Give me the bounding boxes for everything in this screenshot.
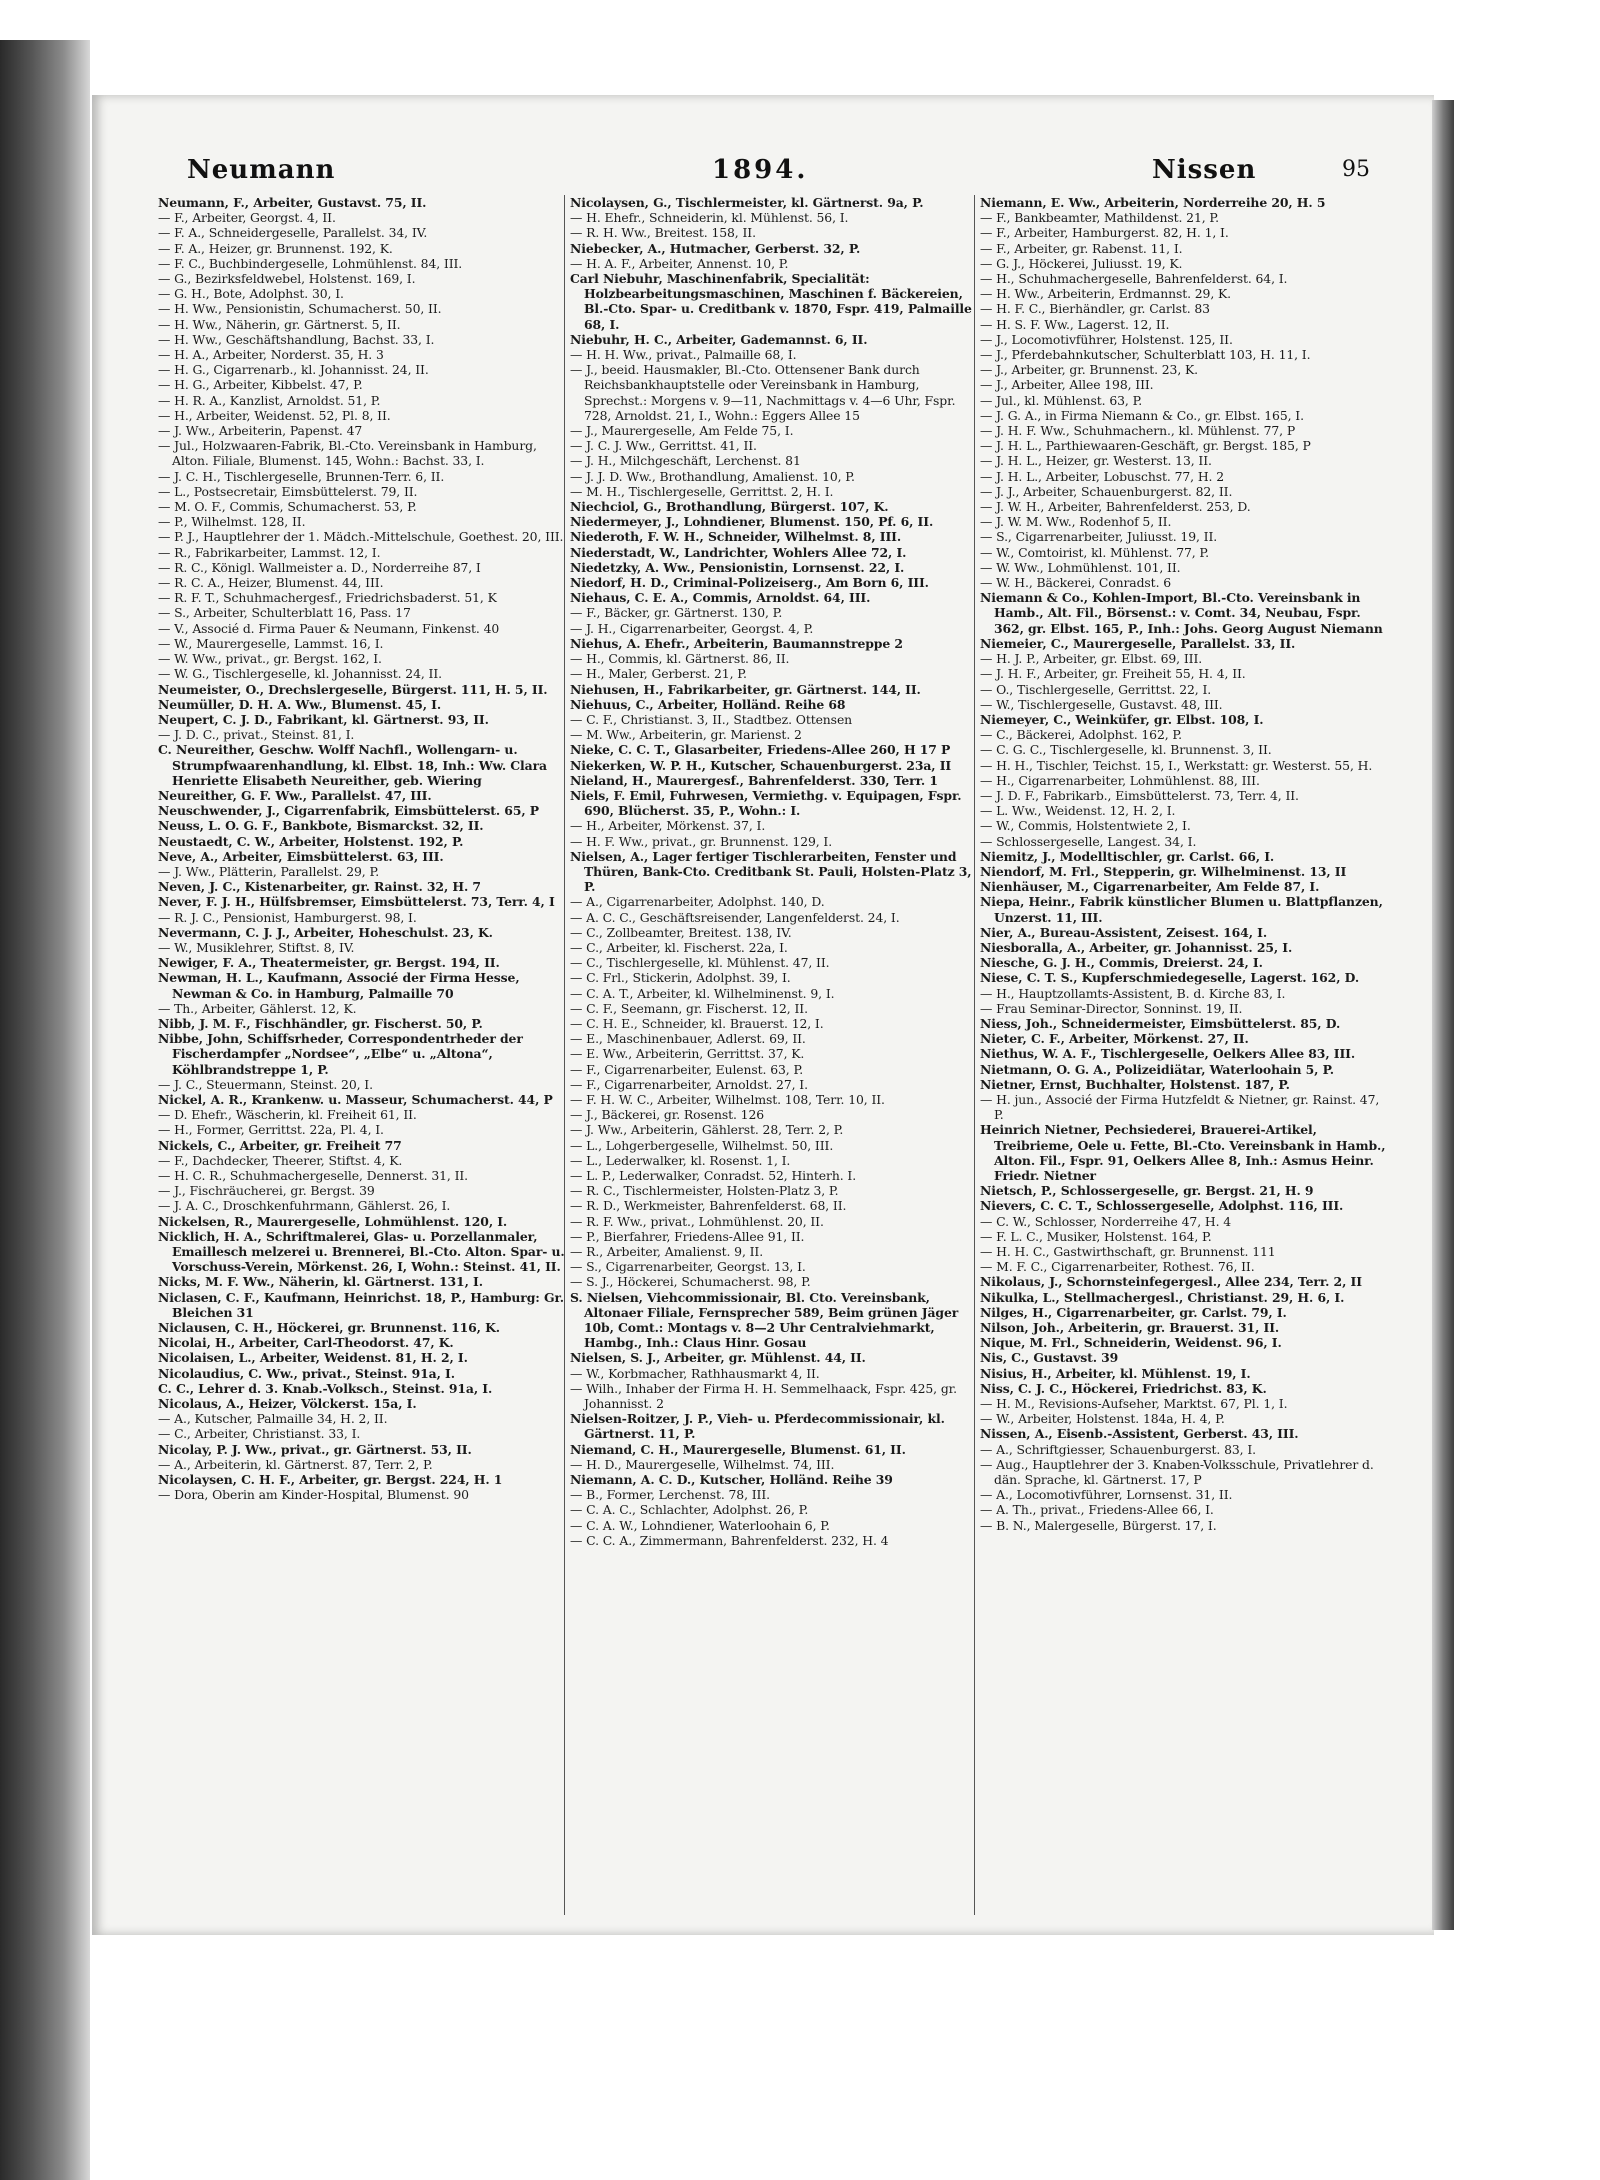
- directory-entry: Nicks, M. F. Ww., Näherin, kl. Gärtnerst. 131, I.: [158, 1274, 483, 1290]
- directory-entry: — P. J., Hauptlehrer der 1. Mädch.-Mittelschule, Goethest. 20, III.: [158, 529, 564, 545]
- directory-entry: — G. H., Bote, Adolphst. 30, I.: [158, 286, 344, 302]
- directory-entry: — H. D., Maurergeselle, Wilhelmst. 74, III.: [570, 1456, 835, 1472]
- directory-entry: — M. O. F., Commis, Schumacherst. 53, P.: [158, 499, 417, 515]
- directory-entry: Nibb, J. M. F., Fischhändler, gr. Fischerst. 50, P.: [158, 1015, 483, 1031]
- directory-entry: — H., Maler, Gerberst. 21, P.: [570, 666, 747, 682]
- directory-entry: — R. H. Ww., Breitest. 158, II.: [570, 225, 756, 241]
- directory-entry: — H., Former, Gerrittst. 22a, Pl. 4, I.: [158, 1122, 384, 1138]
- directory-entry: Niedorf, H. D., Criminal-Polizeiserg., Am Born 6, III.: [570, 575, 929, 591]
- directory-entry: — J. W. M. Ww., Rodenhof 5, II.: [980, 514, 1172, 530]
- directory-entry: — H. F. C., Bierhändler, gr. Carlst. 83: [980, 301, 1210, 317]
- directory-entry: — F., Arbeiter, gr. Rabenst. 11, I.: [980, 240, 1183, 256]
- directory-entry: — M. H., Tischlergeselle, Gerrittst. 2, H. I.: [570, 483, 834, 499]
- directory-entry: — G. J., Höckerei, Juliusst. 19, K.: [980, 255, 1183, 271]
- directory-entry: — J. D. F., Fabrikarb., Eimsbüttelerst. 73, Terr. 4, II.: [980, 787, 1299, 803]
- directory-entry: Niemann, A. C. D., Kutscher, Holländ. Reihe 39: [570, 1472, 893, 1488]
- directory-entry: — A., Cigarrenarbeiter, Adolphst. 140, D.: [570, 894, 825, 910]
- directory-entry: Newman, H. L., Kaufmann, Associé der Firma Hesse, Newman & Co. in Hamburg, Palmaille 70: [158, 970, 520, 1001]
- directory-entry: — F., Arbeiter, Georgst. 4, II.: [158, 210, 336, 226]
- directory-entry: Nietmann, O. G. A., Polizeidiätar, Waterloohain 5, P.: [980, 1061, 1334, 1077]
- directory-entry: — J. C. H., Tischlergeselle, Brunnen-Terr. 6, II.: [158, 468, 445, 484]
- directory-entry: — J. W. H., Arbeiter, Bahrenfelderst. 253, D.: [980, 499, 1251, 515]
- directory-entry: — C. A. W., Lohndiener, Waterloohain 6, P.: [570, 1517, 830, 1533]
- directory-entry: Nieland, H., Maurergesf., Bahrenfelderst. 330, Terr. 1: [570, 772, 938, 788]
- directory-entry: — O., Tischlergeselle, Gerrittst. 22, I.: [980, 681, 1212, 697]
- directory-entry: Niess, Joh., Schneidermeister, Eimsbüttelerst. 85, D.: [980, 1015, 1341, 1031]
- directory-entry: — C. G. C., Tischlergeselle, kl. Brunnenst. 3, II.: [980, 742, 1272, 758]
- directory-entry: — J., Arbeiter, gr. Brunnenst. 23, K.: [980, 362, 1199, 378]
- directory-entry: Neumeister, O., Drechslergeselle, Bürgerst. 111, H. 5, II.: [158, 681, 548, 697]
- directory-entry: — C. A. C., Schlachter, Adolphst. 26, P.: [570, 1502, 809, 1518]
- directory-entry: — H. Ww., Pensionistin, Schumacherst. 50, II.: [158, 301, 442, 317]
- directory-entry: Nier, A., Bureau-Assistent, Zeisest. 164, I.: [980, 924, 1268, 940]
- directory-entry: Neustaedt, C. W., Arbeiter, Holstenst. 192, P.: [158, 833, 464, 849]
- directory-entry: — J. D. C., privat., Steinst. 81, I.: [158, 727, 355, 743]
- directory-entry: — H. C. R., Schuhmachergeselle, Dennerst. 31, II.: [158, 1168, 469, 1183]
- directory-entry: — W., Korbmacher, Rathhausmarkt 4, II.: [570, 1365, 820, 1381]
- directory-entry: — C. H. E., Schneider, kl. Brauerst. 12, I.: [570, 1015, 824, 1031]
- running-head-left: Neumann: [187, 155, 336, 185]
- scan-page-edge: [1432, 100, 1454, 1930]
- directory-entry: Niehuus, C., Arbeiter, Holländ. Reihe 68: [570, 696, 846, 712]
- directory-entry: — J., Locomotivführer, Holstenst. 125, II.: [980, 331, 1233, 347]
- directory-entry: Nickelsen, R., Maurergeselle, Lohmühlenst. 120, I.: [158, 1213, 508, 1229]
- directory-entry: Nieke, C. C. T., Glasarbeiter, Friedens-Allee 260, H 17 P: [570, 742, 951, 758]
- directory-entry: — E. Ww., Arbeiterin, Gerrittst. 37, K.: [570, 1046, 805, 1062]
- directory-entry: Carl Niebuhr, Maschinenfabrik, Specialität: Holzbearbeitungsmaschinen, Maschinen f. Bäckereien, Bl.-Cto. Spar- u. Creditbank v. 1870, Fspr. 419, Palmaille 68, I.: [570, 271, 972, 332]
- directory-entry: — C. W., Schlosser, Norderreihe 47, H. 4: [980, 1213, 1232, 1229]
- directory-entry: — H., Arbeiter, Mörkenst. 37, I.: [570, 818, 766, 834]
- directory-entry: Niesboralla, A., Arbeiter, gr. Johannisst. 25, I.: [980, 939, 1293, 955]
- directory-entry: S. Nielsen, Viehcommissionair, Bl. Cto. Vereinsbank, Altonaer Filiale, Fernsprecher 589, Beim grünen Jäger 10b, Comt.: Montags v. 8—2 Uhr Centralviehmarkt, Hambg., Inh.: Claus Hinr. Gosau: [570, 1289, 959, 1351]
- directory-entry: — J., Fischräucherei, gr. Bergst. 39: [158, 1183, 375, 1199]
- directory-entry: — F., Bankbeamter, Mathildenst. 21, P.: [980, 210, 1219, 226]
- directory-entry: — H. Ww., Geschäftshandlung, Bachst. 33, I.: [158, 331, 435, 347]
- directory-entry: — H. H., Tischler, Teichst. 15, I., Werkstatt: gr. Westerst. 55, H.: [980, 757, 1373, 773]
- directory-entry: Nicolaisen, L., Arbeiter, Weidenst. 81, H. 2, I.: [158, 1350, 468, 1366]
- directory-entry: — J. J. D. Ww., Brothandlung, Amalienst. 10, P.: [570, 468, 855, 484]
- directory-entry: — R. C., Königl. Wallmeister a. D., Norderreihe 87, I: [158, 559, 481, 575]
- directory-entry: — Schlossergeselle, Langest. 34, I.: [980, 833, 1197, 849]
- directory-entry: Neuss, L. O. G. F., Bankbote, Bismarckst. 32, II.: [158, 818, 484, 834]
- directory-entry: — J. H. L., Heizer, gr. Westerst. 13, II.: [980, 453, 1212, 469]
- directory-entry: Niels, F. Emil, Fuhrwesen, Vermiethg. v. Equipagen, Fspr. 690, Blücherst. 35, P., Wohn.: I.: [570, 787, 962, 819]
- directory-entry: Neuschwender, J., Cigarrenfabrik, Eimsbüttelerst. 65, P: [158, 803, 539, 819]
- directory-entry: — J., Pferdebahnkutscher, Schulterblatt 103, H. 11, I.: [980, 347, 1311, 363]
- directory-entry: Nevermann, C. J. J., Arbeiter, Hoheschulst. 23, K.: [158, 924, 493, 940]
- directory-entry: — Dora, Oberin am Kinder-Hospital, Blumenst. 90: [158, 1487, 469, 1503]
- directory-entry: — A., Locomotivführer, Lornsenst. 31, II.: [980, 1487, 1233, 1503]
- directory-entry: — R. C., Tischlermeister, Holsten-Platz 3, P.: [570, 1183, 839, 1199]
- directory-entry: — C., Bäckerei, Adolphst. 162, P.: [980, 727, 1182, 743]
- directory-entry: — Th., Arbeiter, Gählerst. 12, K.: [158, 1000, 357, 1016]
- directory-entry: — Jul., kl. Mühlenst. 63, P.: [980, 392, 1143, 408]
- directory-entry: — J. C. J. Ww., Gerrittst. 41, II.: [570, 438, 757, 454]
- directory-entry: — R. D., Werkmeister, Bahrenfelderst. 68, II.: [570, 1198, 847, 1214]
- directory-entry: Niemeier, C., Maurergeselle, Parallelst. 33, II.: [980, 635, 1296, 651]
- directory-entry: — H. A., Arbeiter, Norderst. 35, H. 3: [158, 347, 384, 363]
- page-number: 95: [1342, 157, 1370, 182]
- directory-entry: Niebuhr, H. C., Arbeiter, Gademannst. 6, II.: [570, 331, 868, 347]
- directory-entry: Nis, C., Gustavst. 39: [980, 1350, 1119, 1366]
- directory-entry: — Frau Seminar-Director, Sonninst. 19, II.: [980, 1000, 1243, 1016]
- directory-entry: — W., Comtoirist, kl. Mühlenst. 77, P.: [980, 544, 1209, 560]
- directory-entry: — A. Th., privat., Friedens-Allee 66, I.: [980, 1502, 1214, 1518]
- directory-entry: — W., Tischlergeselle, Gustavst. 48, III.: [980, 696, 1223, 712]
- directory-entry: — A., Kutscher, Palmaille 34, H. 2, II.: [158, 1411, 388, 1427]
- directory-entry: — L. Ww., Weidenst. 12, H. 2, I.: [980, 803, 1176, 819]
- directory-entry: — F. H. W. C., Arbeiter, Wilhelmst. 108, Terr. 10, II.: [570, 1091, 885, 1107]
- directory-entry: — H., Commis, kl. Gärtnerst. 86, II.: [570, 651, 790, 667]
- directory-entry: Neven, J. C., Kistenarbeiter, gr. Rainst. 32, H. 7: [158, 879, 481, 895]
- directory-entry: — W. G., Tischlergeselle, kl. Johannisst. 24, II.: [158, 666, 442, 682]
- directory-entry: — F., Cigarrenarbeiter, Arnoldst. 27, I.: [570, 1076, 808, 1092]
- directory-entry: C. Neureither, Geschw. Wolff Nachfl., Wollengarn- u. Strumpfwaarenhandlung, kl. Elbst. 18, Inh.: Ww. Clara Henriette Elisabeth Neureither, geb. Wiering: [158, 742, 547, 788]
- directory-entry: Nilges, H., Cigarrenarbeiter, gr. Carlst. 79, I.: [980, 1304, 1287, 1320]
- directory-entry: Nisius, H., Arbeiter, kl. Mühlenst. 19, I.: [980, 1365, 1251, 1381]
- directory-entry: — W., Commis, Holstentwiete 2, I.: [980, 818, 1191, 834]
- directory-entry: Nielsen, A., Lager fertiger Tischlerarbeiten, Fenster und Thüren, Bank-Cto. Creditbank St. Pauli, Holsten-Platz 3, P.: [570, 848, 972, 895]
- directory-entry: Niebecker, A., Hutmacher, Gerberst. 32, P.: [570, 240, 861, 256]
- directory-entry: — J. H. F. Ww., Schuhmachern., kl. Mühlenst. 77, P: [980, 423, 1296, 439]
- directory-entry: Niethus, W. A. F., Tischlergeselle, Oelkers Allee 83, III.: [980, 1046, 1356, 1062]
- directory-entry: — H. A. F., Arbeiter, Annenst. 10, P.: [570, 255, 789, 271]
- directory-entry: Neumüller, D. H. A. Ww., Blumenst. 45, I.: [158, 696, 442, 712]
- directory-entry: Nicolaysen, C. H. F., Arbeiter, gr. Bergst. 224, H. 1: [158, 1472, 503, 1488]
- directory-entry: — R., Arbeiter, Amalienst. 9, II.: [570, 1244, 764, 1260]
- directory-entry: — Jul., Holzwaaren-Fabrik, Bl.-Cto. Vereinsbank in Hamburg, Alton. Filiale, Blumenst. 145, Wohn.: Bachst. 33, I.: [158, 438, 537, 469]
- directory-entry: — C., Arbeiter, kl. Fischerst. 22a, I.: [570, 939, 788, 955]
- directory-entry: Nibbe, John, Schiffsrheder, Correspondentrheder der Fischerdampfer „Nordsee“, „Elbe“ u. „Altona“, Köhlbrandstreppe 1, P.: [158, 1031, 523, 1077]
- directory-entry: — L. P., Lederwalker, Conradst. 52, Hinterh. I.: [570, 1168, 857, 1183]
- directory-entry: — D. Ehefr., Wäscherin, kl. Freiheit 61, II.: [158, 1107, 417, 1123]
- directory-entry: Nietsch, P., Schlossergeselle, gr. Bergst. 21, H. 9: [980, 1183, 1314, 1199]
- directory-entry: — S., Cigarrenarbeiter, Georgst. 13, I.: [570, 1259, 806, 1275]
- directory-entry: Niekerken, W. P. H., Kutscher, Schauenburgerst. 23a, II: [570, 757, 952, 773]
- directory-entry: Niedetzky, A. Ww., Pensionistin, Lornsenst. 22, I.: [570, 559, 905, 575]
- directory-entry: Niese, C. T. S., Kupferschmiedegeselle, Lagerst. 162, D.: [980, 970, 1360, 986]
- directory-entry: — B. N., Malergeselle, Bürgerst. 17, I.: [980, 1517, 1217, 1533]
- directory-entry: — J. H. L., Parthiewaaren-Geschäft, gr. Bergst. 185, P: [980, 438, 1311, 454]
- directory-entry: — Aug., Hauptlehrer der 3. Knaben-Volksschule, Privatlehrer d. dän. Sprache, kl. Gärtnerst. 17, P: [980, 1456, 1374, 1488]
- directory-entry: — S. J., Höckerei, Schumacherst. 98, P.: [570, 1274, 811, 1290]
- directory-entry: Never, F. J. H., Hülfsbremser, Eimsbüttelerst. 73, Terr. 4, I: [158, 894, 555, 910]
- directory-entry: Niederoth, F. W. H., Schneider, Wilhelmst. 8, III.: [570, 529, 902, 545]
- directory-entry: — F. C., Buchbindergeselle, Lohmühlenst. 84, III.: [158, 255, 463, 271]
- directory-entry: — F., Bäcker, gr. Gärtnerst. 130, P.: [570, 605, 783, 621]
- directory-entry: — C. Frl., Stickerin, Adolphst. 39, I.: [570, 970, 791, 986]
- directory-entry: — F., Dachdecker, Theerer, Stiftst. 4, K.: [158, 1152, 403, 1168]
- directory-entry: Nikolaus, J., Schornsteinfegergesl., Allee 234, Terr. 2, II: [980, 1274, 1362, 1290]
- directory-entry: — F., Cigarrenarbeiter, Eulenst. 63, P.: [570, 1061, 804, 1077]
- directory-entry: — H., Cigarrenarbeiter, Lohmühlenst. 88, III.: [980, 772, 1260, 788]
- directory-entry: — W., Arbeiter, Holstenst. 184a, H. 4, P.: [980, 1411, 1225, 1427]
- directory-entry: — H. M., Revisions-Aufseher, Marktst. 67, Pl. 1, I.: [980, 1396, 1288, 1412]
- directory-entry: — C., Arbeiter, Christianst. 33, I.: [158, 1426, 361, 1442]
- directory-entry: — F. A., Heizer, gr. Brunnenst. 192, K.: [158, 240, 393, 256]
- directory-column-3: [980, 195, 1390, 1915]
- directory-entry: Niederstadt, W., Landrichter, Wohlers Allee 72, I.: [570, 544, 907, 560]
- directory-entry: — C. C. A., Zimmermann, Bahrenfelderst. 232, H. 4: [570, 1532, 889, 1548]
- directory-entry: — H. F. Ww., privat., gr. Brunnenst. 129, I.: [570, 833, 833, 849]
- scan-binding-shadow: [0, 40, 90, 2180]
- directory-entry: Nieter, C. F., Arbeiter, Mörkenst. 27, II.: [980, 1031, 1249, 1047]
- directory-entry: — W. Ww., privat., gr. Bergst. 162, I.: [158, 651, 382, 667]
- directory-entry: Nicolai, H., Arbeiter, Carl-Theodorst. 47, K.: [158, 1335, 454, 1351]
- directory-entry: Nienhäuser, M., Cigarrenarbeiter, Am Felde 87, I.: [980, 879, 1320, 895]
- directory-entry: — J. H., Milchgeschäft, Lerchenst. 81: [570, 453, 801, 469]
- directory-entry: — H. Ehefr., Schneiderin, kl. Mühlenst. 56, I.: [570, 210, 849, 226]
- directory-entry: — C. F., Seemann, gr. Fischerst. 12, II.: [570, 1000, 808, 1016]
- directory-entry: Niendorf, M. Frl., Stepperin, gr. Wilhelminenst. 13, II: [980, 863, 1347, 879]
- directory-entry: — C., Tischlergeselle, kl. Mühlenst. 47, II.: [570, 955, 830, 971]
- running-head-year: 1894.: [712, 155, 809, 185]
- directory-entry: Niemitz, J., Modelltischler, gr. Carlst. 66, I.: [980, 848, 1275, 864]
- directory-entry: — E., Maschinenbauer, Adlerst. 69, II.: [570, 1031, 806, 1047]
- directory-entry: — B., Former, Lerchenst. 78, III.: [570, 1487, 770, 1503]
- directory-entry: Nicklich, H. A., Schriftmalerei, Glas- u. Porzellanmaler, Emaillesch melzerei u. Brennerei, Bl.-Cto. Alton. Spar- u. Vorschuss-Verein, Mörkenst. 26, I, Wohn.: Steinst. 41, II.: [158, 1228, 565, 1275]
- directory-entry: Nicolaus, A., Heizer, Völckerst. 15a, I.: [158, 1396, 417, 1412]
- directory-entry: — F. L. C., Musiker, Holstenst. 164, P.: [980, 1228, 1212, 1244]
- directory-entry: Nickel, A. R., Krankenw. u. Masseur, Schumacherst. 44, P: [158, 1091, 553, 1107]
- directory-page: [92, 95, 1434, 1935]
- directory-entry: — J. J., Arbeiter, Schauenburgerst. 82, II.: [980, 483, 1233, 499]
- directory-entry: — P., Bierfahrer, Friedens-Allee 91, II.: [570, 1228, 805, 1244]
- directory-entry: — W., Maurergeselle, Lammst. 16, I.: [158, 635, 384, 651]
- directory-entry: Niechciol, G., Brothandlung, Bürgerst. 107, K.: [570, 499, 889, 515]
- directory-entry: — J. H. L., Arbeiter, Lobuschst. 77, H. 2: [980, 468, 1224, 484]
- directory-entry: — H. G., Cigarrenarb., kl. Johannisst. 24, II.: [158, 362, 429, 378]
- directory-entry: Nicolay, P. J. Ww., privat., gr. Gärtnerst. 53, II.: [158, 1441, 472, 1457]
- directory-entry: — H. jun., Associé der Firma Hutzfeldt & Nietner, gr. Rainst. 47, P.: [980, 1091, 1380, 1123]
- directory-entry: — H. H. C., Gastwirthschaft, gr. Brunnenst. 111: [980, 1244, 1276, 1260]
- directory-entry: — J., Maurergeselle, Am Felde 75, I.: [570, 423, 794, 439]
- directory-entry: Niepa, Heinr., Fabrik künstlicher Blumen u. Blattpflanzen, Unzerst. 11, III.: [980, 894, 1383, 925]
- directory-entry: Niedermeyer, J., Lohndiener, Blumenst. 150, Pf. 6, II.: [570, 514, 934, 530]
- directory-entry: — J. Ww., Arbeiterin, Gählerst. 28, Terr. 2, P.: [570, 1122, 844, 1138]
- directory-entry: Nievers, C. C. T., Schlossergeselle, Adolphst. 116, III.: [980, 1198, 1344, 1214]
- directory-entry: — H. S. F. Ww., Lagerst. 12, II.: [980, 316, 1170, 332]
- directory-entry: Nikulka, L., Stellmachergesl., Christianst. 29, H. 6, I.: [980, 1289, 1345, 1305]
- directory-entry: — Wilh., Inhaber der Firma H. H. Semmelhaack, Fspr. 425, gr. Johannisst. 2: [570, 1380, 957, 1412]
- directory-entry: C. C., Lehrer d. 3. Knab.-Volksch., Steinst. 91a, I.: [158, 1380, 493, 1396]
- directory-entry: — H., Arbeiter, Weidenst. 52, Pl. 8, II.: [158, 407, 391, 423]
- directory-entry: — J. Ww., Plätterin, Parallelst. 29, P.: [158, 863, 380, 879]
- directory-entry: — L., Postsecretair, Eimsbüttelerst. 79, II.: [158, 483, 418, 499]
- directory-entry: Nicolaysen, G., Tischlermeister, kl. Gärtnerst. 9a, P.: [570, 195, 924, 210]
- directory-entry: — J., beeid. Hausmakler, Bl.-Cto. Ottensener Bank durch Reichsbankhauptstelle oder Vereinsbank in Hamburg, Sprechst.: Morgens v. 9—11, Nachmittags v. 4—6 Uhr, Fspr. 728, Arnoldst. 21, I., Wohn.: Eggers Allee 15: [570, 362, 956, 423]
- directory-entry: — J. Ww., Arbeiterin, Papenst. 47: [158, 423, 363, 439]
- directory-entry: — A., Schriftgiesser, Schauenburgerst. 83, I.: [980, 1441, 1256, 1457]
- directory-entry: Nilson, Joh., Arbeiterin, gr. Brauerst. 31, II.: [980, 1320, 1280, 1336]
- page-header: [92, 155, 1434, 195]
- scan-border-top: [0, 0, 90, 40]
- directory-entry: — R., Fabrikarbeiter, Lammst. 12, I.: [158, 544, 381, 560]
- directory-entry: Niemeyer, C., Weinküfer, gr. Elbst. 108, I.: [980, 711, 1264, 727]
- directory-entry: Nielsen-Roitzer, J. P., Vieh- u. Pferdecommissionair, kl. Gärtnerst. 11, P.: [570, 1411, 945, 1442]
- directory-entry: — J., Arbeiter, Allee 198, III.: [980, 377, 1154, 393]
- directory-entry: — C. F., Christianst. 3, II., Stadtbez. Ottensen: [570, 711, 853, 727]
- directory-entry: — G., Bezirksfeldwebel, Holstenst. 169, I.: [158, 271, 416, 287]
- directory-entry: Heinrich Nietner, Pechsiederei, Brauerei-Artikel, Treibrieme, Oele u. Fette, Bl.-Cto. Vereinsbank in Hamb., Alton. Fil., Fspr. 91, Oelkers Allee 8, Inh.: Asmus Heinr. Friedr. Nietner: [980, 1122, 1386, 1183]
- directory-entry: — H., Hauptzollamts-Assistent, B. d. Kirche 83, I.: [980, 985, 1286, 1001]
- directory-entry: — F., Arbeiter, Hamburgerst. 82, H. 1, I.: [980, 225, 1229, 241]
- directory-entry: — J. H. F., Arbeiter, gr. Freiheit 55, H. 4, II.: [980, 666, 1246, 682]
- directory-entry: Nicolaudius, C. Ww., privat., Steinst. 91a, I.: [158, 1365, 455, 1381]
- directory-entry: — W. H., Bäckerei, Conradst. 6: [980, 575, 1172, 591]
- directory-entry: — H. R. A., Kanzlist, Arnoldst. 51, P.: [158, 392, 381, 408]
- directory-entry: — L., Lederwalker, kl. Rosenst. 1, I.: [570, 1152, 791, 1168]
- directory-entry: — H. Ww., Arbeiterin, Erdmannst. 29, K.: [980, 286, 1232, 302]
- directory-entry: — W., Musiklehrer, Stiftst. 8, IV.: [158, 939, 355, 955]
- directory-entry: Nissen, A., Eisenb.-Assistent, Gerberst. 43, III.: [980, 1426, 1299, 1442]
- directory-entry: — R. J. C., Pensionist, Hamburgerst. 98, I.: [158, 909, 417, 925]
- directory-entry: — R. C. A., Heizer, Blumenst. 44, III.: [158, 575, 384, 591]
- directory-entry: — A., Arbeiterin, kl. Gärtnerst. 87, Terr. 2, P.: [158, 1456, 433, 1472]
- directory-entry: Nietner, Ernst, Buchhalter, Holstenst. 187, P.: [980, 1076, 1290, 1092]
- directory-entry: Neumann, F., Arbeiter, Gustavst. 75, II.: [158, 195, 427, 210]
- directory-entry: — R. F. Ww., privat., Lohmühlenst. 20, II.: [570, 1213, 824, 1229]
- directory-entry: Neureither, G. F. Ww., Parallelst. 47, III.: [158, 787, 432, 803]
- directory-column-1: [158, 195, 568, 1915]
- directory-entry: Niemann, E. Ww., Arbeiterin, Norderreihe 20, H. 5: [980, 195, 1326, 210]
- directory-entry: — L., Lohgerbergeselle, Wilhelmst. 50, III.: [570, 1137, 834, 1153]
- directory-entry: — J. G. A., in Firma Niemann & Co., gr. Elbst. 165, I.: [980, 407, 1304, 423]
- directory-entry: Niss, C. J. C., Höckerei, Friedrichst. 83, K.: [980, 1380, 1267, 1396]
- running-head-right: Nissen: [1152, 155, 1257, 185]
- directory-entry: — J. C., Steuermann, Steinst. 20, I.: [158, 1076, 373, 1092]
- directory-entry: — W. Ww., Lohmühlenst. 101, II.: [980, 559, 1181, 575]
- directory-entry: — S., Cigarrenarbeiter, Juliusst. 19, II.: [980, 529, 1218, 545]
- directory-entry: Niemand, C. H., Maurergeselle, Blumenst. 61, II.: [570, 1441, 906, 1457]
- directory-entry: — P., Wilhelmst. 128, II.: [158, 514, 306, 530]
- directory-entry: Niclausen, C. H., Höckerei, gr. Brunnenst. 116, K.: [158, 1320, 500, 1336]
- directory-entry: Neupert, C. J. D., Fabrikant, kl. Gärtnerst. 93, II.: [158, 711, 489, 727]
- directory-entry: — M. Ww., Arbeiterin, gr. Marienst. 2: [570, 727, 802, 743]
- directory-entry: Niemann & Co., Kohlen-Import, Bl.-Cto. Vereinsbank in Hamb., Alt. Fil., Börsenst.: v. Comt. 34, Neubau, Fspr. 362, gr. Elbst. 165, P., Inh.: Johs. Georg August Niemann: [980, 590, 1383, 636]
- directory-entry: Niesche, G. J. H., Commis, Dreierst. 24, I.: [980, 955, 1263, 971]
- directory-entry: — R. F. T., Schuhmachergesf., Friedrichsbaderst. 51, K: [158, 590, 497, 606]
- directory-entry: — J. H., Cigarrenarbeiter, Georgst. 4, P.: [570, 620, 814, 636]
- directory-entry: — H. J. P., Arbeiter, gr. Elbst. 69, III.: [980, 651, 1203, 667]
- directory-entry: — V., Associé d. Firma Pauer & Neumann, Finkenst. 40: [158, 620, 500, 636]
- directory-entry: — C., Zollbeamter, Breitest. 138, IV.: [570, 924, 792, 940]
- directory-entry: Niehaus, C. E. A., Commis, Arnoldst. 64, III.: [570, 590, 871, 606]
- directory-entry: Niehusen, H., Fabrikarbeiter, gr. Gärtnerst. 144, II.: [570, 681, 921, 697]
- directory-entry: Newiger, F. A., Theatermeister, gr. Bergst. 194, II.: [158, 955, 500, 971]
- directory-entry: — F. A., Schneidergeselle, Parallelst. 34, IV.: [158, 225, 428, 241]
- directory-entry: — M. F. C., Cigarrenarbeiter, Rothest. 76, II.: [980, 1259, 1255, 1275]
- directory-entry: — H., Schuhmachergeselle, Bahrenfelderst. 64, I.: [980, 271, 1288, 287]
- directory-entry: — H. Ww., Näherin, gr. Gärtnerst. 5, II.: [158, 316, 401, 332]
- directory-entry: — H. H. Ww., privat., Palmaille 68, I.: [570, 347, 797, 363]
- directory-entry: — S., Arbeiter, Schulterblatt 16, Pass. 17: [158, 605, 411, 621]
- directory-entry: — A. C. C., Geschäftsreisender, Langenfelderst. 24, I.: [570, 909, 900, 925]
- directory-entry: Nickels, C., Arbeiter, gr. Freiheit 77: [158, 1137, 402, 1153]
- directory-entry: Niehus, A. Ehefr., Arbeiterin, Baumannstreppe 2: [570, 635, 903, 651]
- directory-entry: — C. A. T., Arbeiter, kl. Wilhelminenst. 9, I.: [570, 985, 835, 1001]
- directory-entry: Nique, M. Frl., Schneiderin, Weidenst. 96, I.: [980, 1335, 1282, 1351]
- directory-entry: — J., Bäckerei, gr. Rosenst. 126: [570, 1107, 765, 1123]
- directory-entry: — J. A. C., Droschkenfuhrmann, Gählerst. 26, I.: [158, 1198, 451, 1214]
- directory-entry: Niclasen, C. F., Kaufmann, Heinrichst. 18, P., Hamburg: Gr. Bleichen 31: [158, 1289, 564, 1320]
- directory-entry: Nielsen, S. J., Arbeiter, gr. Mühlenst. 44, II.: [570, 1350, 866, 1366]
- directory-entry: Neve, A., Arbeiter, Eimsbüttelerst. 63, III.: [158, 848, 444, 864]
- directory-column-2: [570, 195, 980, 1915]
- directory-entry: — H. G., Arbeiter, Kibbelst. 47, P.: [158, 377, 363, 393]
